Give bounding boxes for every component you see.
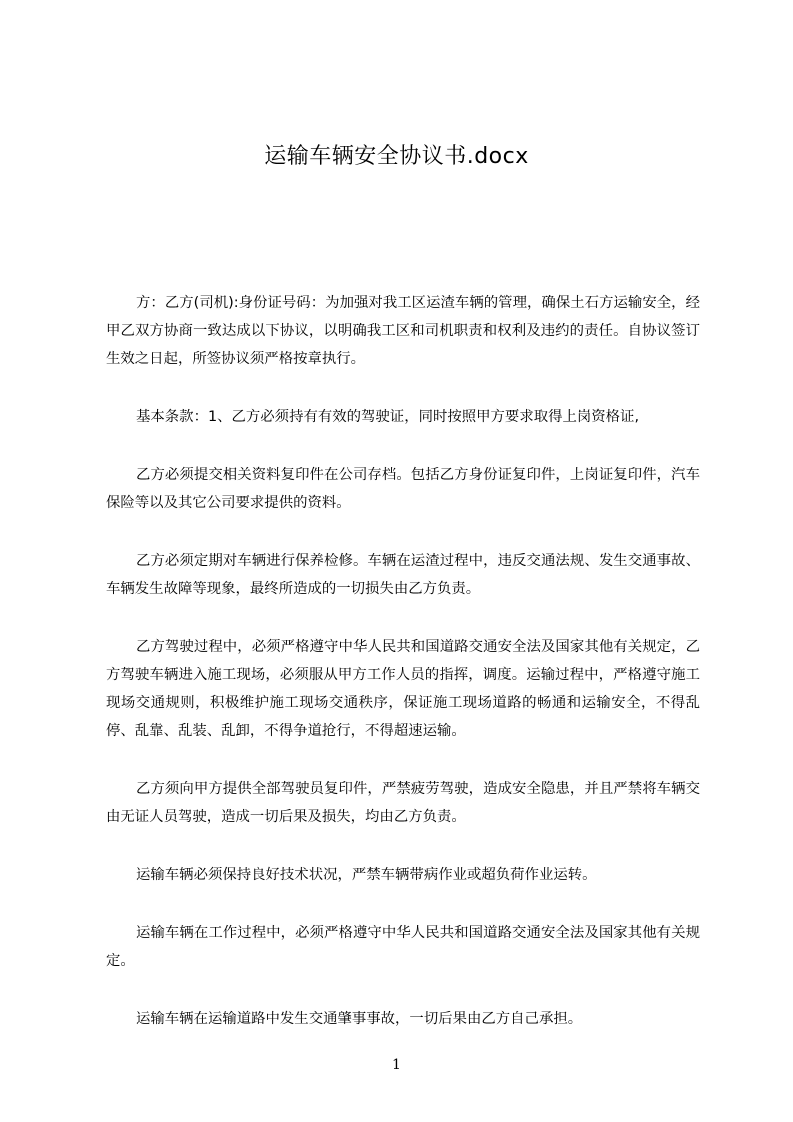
paragraph-driving-rules: 乙方驾驶过程中，必须严格遵守中华人民共和国道路交通安全法及国家其他有关规定，乙方驾驶车辆进入施工现场，必须服从甲方工作人员的指挥，调度。运输过程中，严格遵守施工现场交通规则，积极维护施工现场交通秩序，保证施工现场道路的畅通和运输安全，不得乱停、乱靠、乱装、乱卸，不得争道抢行，不得超速运输。 [106, 639, 700, 739]
document-body [106, 289, 700, 1063]
paragraph-driver-copies: 乙方须向甲方提供全部驾驶员复印件，严禁疲劳驾驶，造成安全隐患，并且严禁将车辆交由无证人员驾驶，造成一切后果及损失，均由乙方负责。 [106, 781, 700, 825]
paragraph-work-rules: 运输车辆在工作过程中，必须严格遵守中华人民共和国道路交通安全法及国家其他有关规定。 [106, 925, 700, 969]
document-title: 运输车辆安全协议书.docx [264, 144, 529, 169]
paragraph-maintenance: 乙方必须定期对车辆进行保养检修。车辆在运渣过程中，违反交通法规、发生交通事故、车辆发生故障等现象，最终所造成的一切损失由乙方负责。 [106, 553, 700, 597]
page-number: 1 [392, 1057, 401, 1073]
paragraph-vehicle-condition: 运输车辆必须保持良好技术状况，严禁车辆带病作业或超负荷作业运转。 [136, 867, 597, 883]
paragraph-intro: 方：乙方(司机):身份证号码：为加强对我工区运渣车辆的管理，确保土石方运输安全，经甲乙双方协商一致达成以下协议，以明确我工区和司机职责和权利及违约的责任。自协议签订生效之日起，所签协议须严格按章执行。 [106, 295, 700, 367]
paragraph-documents: 乙方必须提交相关资料复印件在公司存档。包括乙方身份证复印件，上岗证复印件，汽车保险等以及其它公司要求提供的资料。 [106, 467, 700, 511]
paragraph-basic-terms: 基本条款：1、乙方必须持有有效的驾驶证，同时按照甲方要求取得上岗资格证, [136, 409, 640, 425]
paragraph-accident-liability: 运输车辆在运输道路中发生交通肇事事故，一切后果由乙方自己承担。 [136, 1011, 583, 1027]
